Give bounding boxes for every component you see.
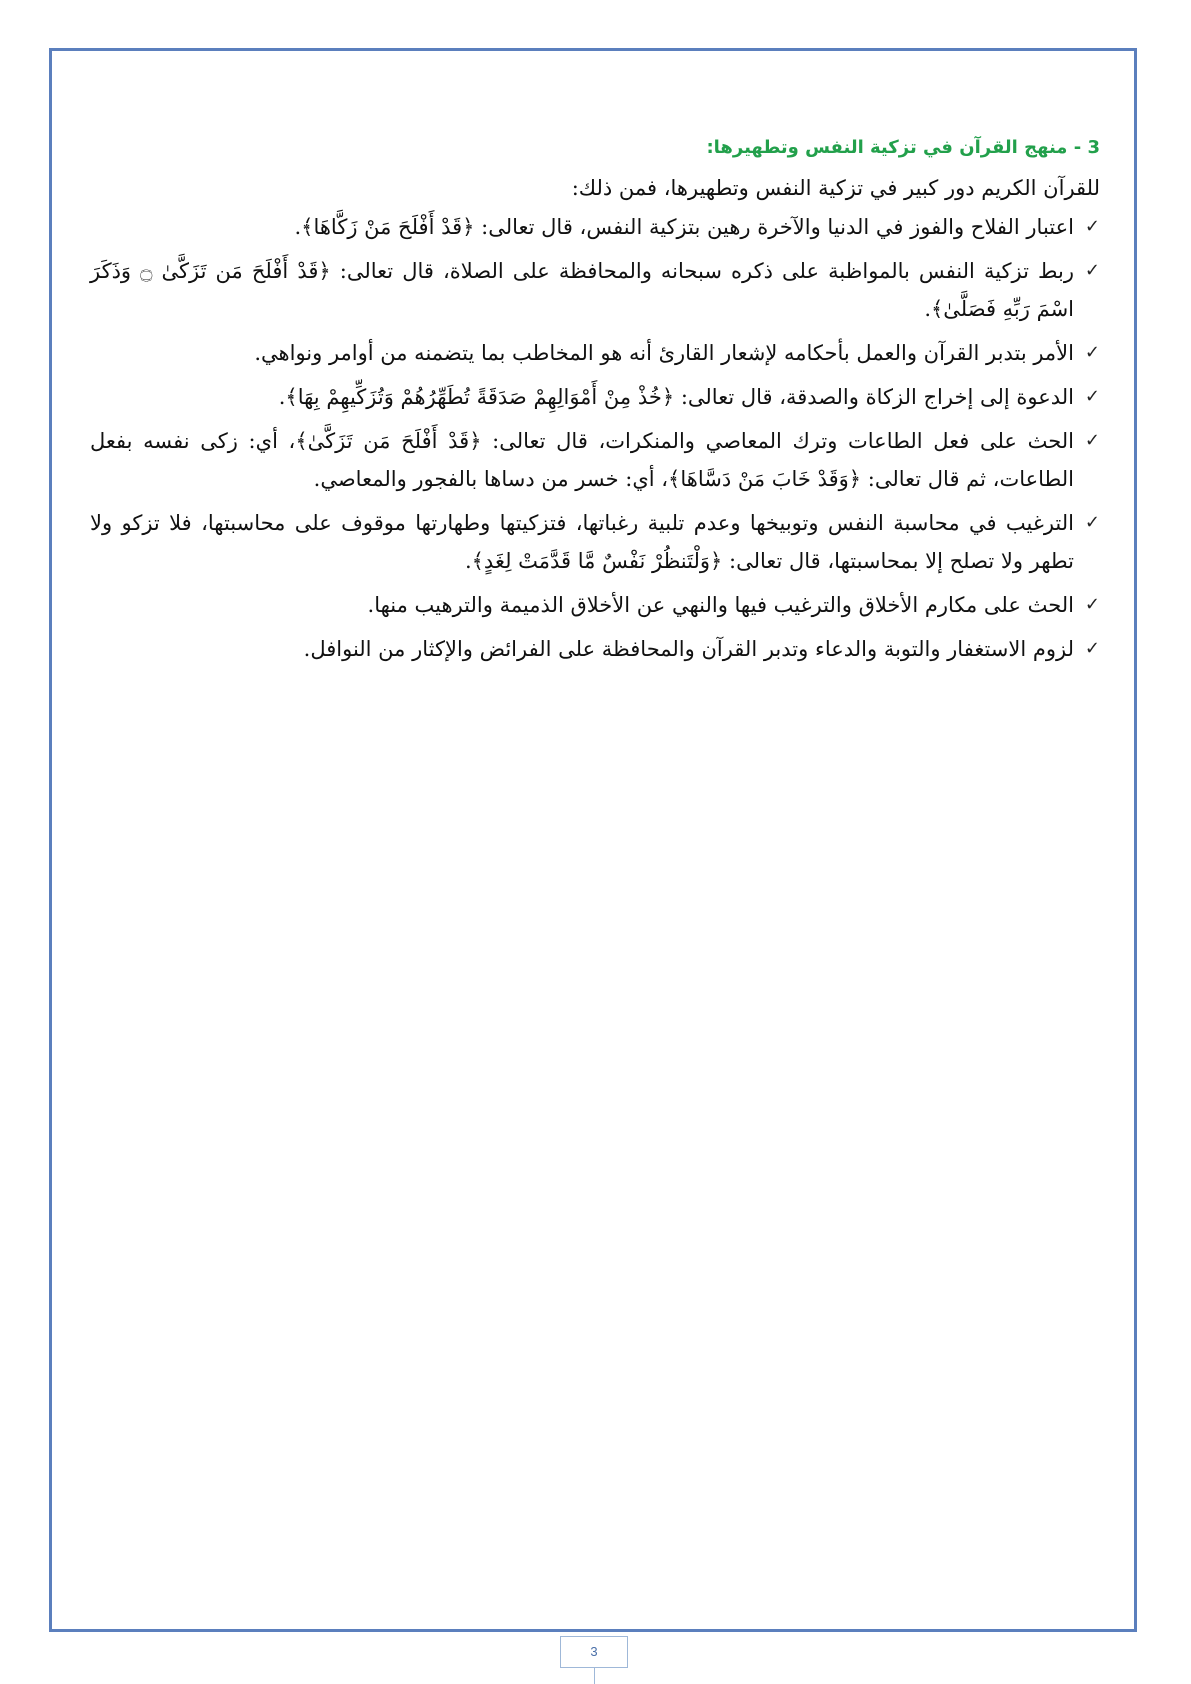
list-item-text: اعتبار الفلاح والفوز في الدنيا والآخرة رهين بتزكية النفس، قال تعالى: ﴿قَدْ أَفْلَحَ مَنْ زَكَّاهَا﴾. [294, 215, 1074, 239]
intro-paragraph: للقرآن الكريم دور كبير في تزكية النفس وتطهيرها، فمن ذلك: [571, 176, 1100, 200]
list-item [90, 208, 1100, 246]
check-icon: ✓ [1084, 386, 1100, 407]
check-icon: ✓ [1084, 430, 1100, 451]
page-content [90, 132, 1100, 674]
check-icon: ✓ [1084, 260, 1100, 281]
list-item [90, 252, 1100, 328]
check-icon: ✓ [1084, 512, 1100, 533]
list-item-text: الدعوة إلى إخراج الزكاة والصدقة، قال تعالى: ﴿خُذْ مِنْ أَمْوَالِهِمْ صَدَقَةً تُطَهِّرُهُمْ وَتُزَكِّيهِمْ بِهَا﴾. [278, 385, 1074, 409]
check-icon: ✓ [1084, 638, 1100, 659]
check-icon: ✓ [1084, 594, 1100, 615]
list-item-text: الترغيب في محاسبة النفس وتوبيخها وعدم تلبية رغباتها، فتزكيتها وطهارتها موقوف على محاسبتها، فلا تزكو ولا تطهر ولا تصلح إلا بمحاسبتها، قال تعالى: ﴿وَلْتَنظُرْ نَفْسٌ مَّا قَدَّمَتْ لِغَدٍ﴾. [90, 511, 1074, 573]
check-icon: ✓ [1084, 342, 1100, 363]
list-item-text: الحث على فعل الطاعات وترك المعاصي والمنكرات، قال تعالى: ﴿قَدْ أَفْلَحَ مَن تَزَكَّىٰ﴾، أي: زكى نفسه بفعل الطاعات، ثم قال تعالى: ﴿وَقَدْ خَابَ مَنْ دَسَّاهَا﴾، أي: خسر من دساها بالفجور والمعاصي. [90, 429, 1074, 491]
bullet-list [90, 208, 1100, 668]
list-item [90, 630, 1100, 668]
list-item [90, 504, 1100, 580]
list-item [90, 422, 1100, 498]
list-item-text: ربط تزكية النفس بالمواظبة على ذكره سبحانه والمحافظة على الصلاة، قال تعالى: ﴿قَدْ أَفْلَحَ مَن تَزَكَّىٰ ۝ وَذَكَرَ اسْمَ رَبِّهِ فَصَلَّىٰ﴾. [90, 259, 1074, 321]
section-heading: 3 - منهج القرآن في تزكية النفس وتطهيرها: [706, 137, 1100, 158]
check-icon: ✓ [1084, 216, 1100, 237]
list-item [90, 378, 1100, 416]
list-item [90, 334, 1100, 372]
list-item-text: لزوم الاستغفار والتوبة والدعاء وتدبر القرآن والمحافظة على الفرائض والإكثار من النوافل. [303, 637, 1074, 661]
footer-divider [594, 1668, 595, 1684]
list-item [90, 586, 1100, 624]
list-item-text: الحث على مكارم الأخلاق والترغيب فيها والنهي عن الأخلاق الذميمة والترهيب منها. [367, 593, 1074, 617]
page-number: 3 [560, 1636, 628, 1668]
list-item-text: الأمر بتدبر القرآن والعمل بأحكامه لإشعار القارئ أنه هو المخاطب بما يتضمنه من أوامر ونواهي. [254, 341, 1074, 365]
